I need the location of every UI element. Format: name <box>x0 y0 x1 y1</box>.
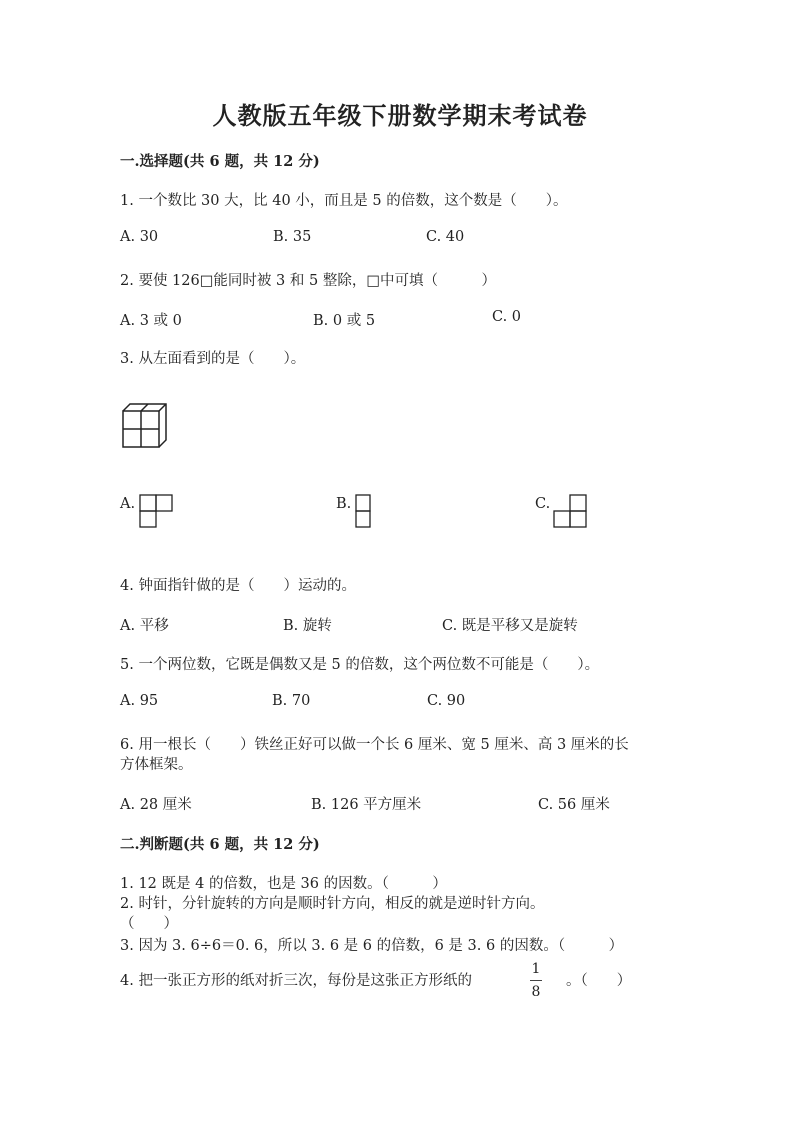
question-5-option-a: A. 95 <box>120 693 159 709</box>
question-1: 1. 一个数比 30 大，比 40 小，而且是 5 的倍数，这个数是（ ）。 <box>120 193 568 209</box>
question-4-option-a: A. 平移 <box>120 618 169 634</box>
section-heading-choice: 一.选择题(共 6 题，共 12 分) <box>120 153 320 170</box>
question-2-option-a: A. 3 或 0 <box>120 313 182 329</box>
question-5: 5. 一个两位数，它既是偶数又是 5 的倍数，这个两位数不可能是（ ）。 <box>120 657 600 673</box>
judgement-2-line-2: （ ） <box>120 916 178 932</box>
question-6-option-b: B. 126 平方厘米 <box>311 797 422 813</box>
judgement-3: 3. 因为 3. 6÷6＝0. 6，所以 3. 6 是 6 的倍数，6 是 3. 6 的因数。（ ） <box>120 938 624 954</box>
question-5-option-c: C. 90 <box>427 693 466 709</box>
view-shape-b <box>354 494 374 530</box>
question-6-option-a: A. 28 厘米 <box>120 797 192 813</box>
question-1-option-c: C. 40 <box>426 229 465 245</box>
fraction-numerator: 1 <box>531 961 541 977</box>
view-shape-c <box>552 494 590 530</box>
question-4-option-c: C. 既是平移又是旋转 <box>442 618 578 634</box>
question-6-option-c: C. 56 厘米 <box>538 797 610 813</box>
question-3-option-b: B. <box>336 496 352 512</box>
section-heading-judgement: 二.判断题(共 6 题，共 12 分) <box>120 836 320 853</box>
question-3: 3. 从左面看到的是（ ）。 <box>120 351 306 367</box>
fraction-bar <box>530 980 542 981</box>
question-3-option-c: C. <box>535 496 551 512</box>
page-title: 人教版五年级下册数学期末考试卷 <box>212 101 588 130</box>
question-2: 2. 要使 126□能同时被 3 和 5 整除，□中可填（ ） <box>120 273 497 289</box>
question-1-option-b: B. 35 <box>273 229 312 245</box>
question-3-option-a: A. <box>120 496 136 512</box>
question-4: 4. 钟面指针做的是（ ）运动的。 <box>120 578 356 594</box>
cube-stack-figure <box>120 402 172 452</box>
question-4-option-b: B. 旋转 <box>283 618 332 634</box>
judgement-4-prefix: 4. 把一张正方形的纸对折三次，每份是这张正方形纸的 <box>120 973 472 989</box>
fraction-denominator: 8 <box>531 984 541 1000</box>
judgement-4-suffix: 。（ ） <box>566 973 632 989</box>
view-shape-a <box>139 494 175 530</box>
judgement-2-line-1: 2. 时针，分针旋转的方向是顺时针方向，相反的就是逆时针方向。 <box>120 896 545 912</box>
question-5-option-b: B. 70 <box>272 693 311 709</box>
question-2-option-c: C. 0 <box>492 309 522 325</box>
judgement-1: 1. 12 既是 4 的倍数，也是 36 的因数。（ ） <box>120 876 447 892</box>
question-6-line-2: 方体框架。 <box>120 757 193 773</box>
fraction-one-eighth <box>530 962 542 999</box>
question-1-option-a: A. 30 <box>120 229 159 245</box>
question-6-line-1: 6. 用一根长（ ）铁丝正好可以做一个长 6 厘米、宽 5 厘米、高 3 厘米的长 <box>120 737 629 753</box>
question-2-option-b: B. 0 或 5 <box>313 313 376 329</box>
